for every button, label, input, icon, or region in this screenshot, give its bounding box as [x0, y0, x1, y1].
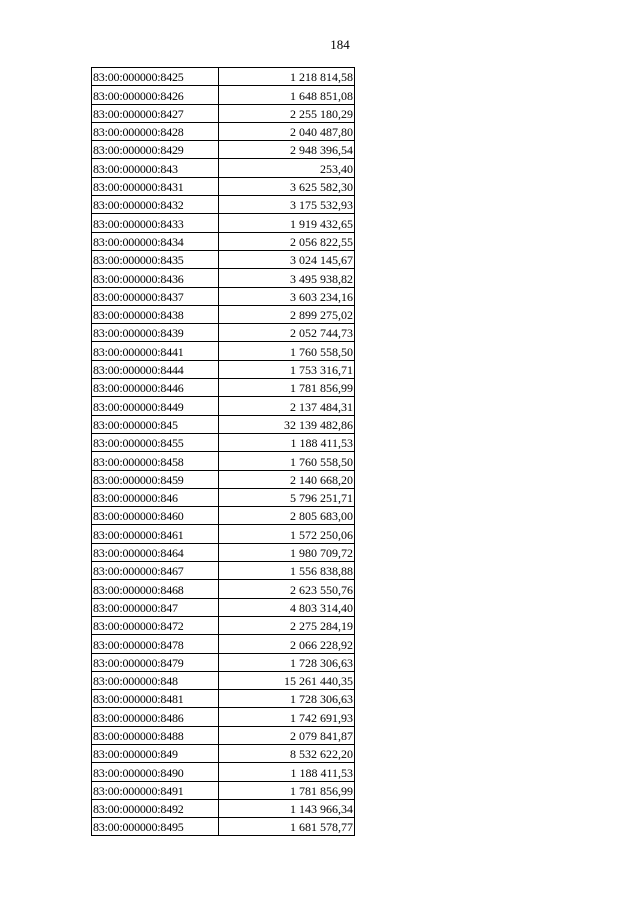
table-row: [92, 635, 355, 653]
value-cell: 15 261 440,35: [219, 671, 355, 689]
value-cell: 1 728 306,63: [219, 690, 355, 708]
table-row: [92, 726, 355, 744]
value-cell: 1 681 578,77: [219, 818, 355, 836]
table-row: [92, 671, 355, 689]
table-row: [92, 68, 355, 86]
table-row: [92, 433, 355, 451]
table-row: [92, 232, 355, 250]
value-cell: 1 188 411,53: [219, 433, 355, 451]
value-cell: 2 052 744,73: [219, 324, 355, 342]
table-row: [92, 379, 355, 397]
cadastral-number-cell: 83:00:000000:8460: [92, 507, 219, 525]
table-row: [92, 580, 355, 598]
table-row: [92, 360, 355, 378]
table-row: [92, 397, 355, 415]
value-cell: 2 040 487,80: [219, 122, 355, 140]
cadastral-number-cell: 83:00:000000:8495: [92, 818, 219, 836]
cadastral-number-cell: 83:00:000000:8486: [92, 708, 219, 726]
table-row: [92, 799, 355, 817]
value-cell: 2 805 683,00: [219, 507, 355, 525]
table-row: [92, 196, 355, 214]
table-row: [92, 342, 355, 360]
cadastral-number-cell: 83:00:000000:8464: [92, 543, 219, 561]
cadastral-number-cell: 83:00:000000:8461: [92, 525, 219, 543]
cadastral-number-cell: 83:00:000000:8444: [92, 360, 219, 378]
value-cell: 1 218 814,58: [219, 68, 355, 86]
value-cell: 1 556 838,88: [219, 562, 355, 580]
value-cell: 2 275 284,19: [219, 616, 355, 634]
table-row: [92, 250, 355, 268]
value-cell: 1 728 306,63: [219, 653, 355, 671]
value-cell: 2 079 841,87: [219, 726, 355, 744]
table-row: [92, 744, 355, 762]
table-row: [92, 763, 355, 781]
cadastral-number-cell: 83:00:000000:8433: [92, 214, 219, 232]
cadastral-number-cell: 83:00:000000:8449: [92, 397, 219, 415]
value-cell: 1 753 316,71: [219, 360, 355, 378]
cadastral-number-cell: 83:00:000000:849: [92, 744, 219, 762]
cadastral-number-cell: 83:00:000000:843: [92, 159, 219, 177]
value-cell: 2 948 396,54: [219, 141, 355, 159]
value-cell: 2 140 668,20: [219, 470, 355, 488]
cadastral-number-cell: 83:00:000000:8434: [92, 232, 219, 250]
table-row: [92, 324, 355, 342]
cadastral-number-cell: 83:00:000000:8437: [92, 287, 219, 305]
table-row: [92, 141, 355, 159]
cadastral-number-cell: 83:00:000000:845: [92, 415, 219, 433]
table-row: [92, 525, 355, 543]
table-row: [92, 214, 355, 232]
value-cell: 1 188 411,53: [219, 763, 355, 781]
cadastral-number-cell: 83:00:000000:8455: [92, 433, 219, 451]
cadastral-number-cell: 83:00:000000:8429: [92, 141, 219, 159]
cadastral-number-cell: 83:00:000000:847: [92, 598, 219, 616]
cadastral-number-cell: 83:00:000000:8467: [92, 562, 219, 580]
table-row: [92, 452, 355, 470]
page-number: 184: [330, 37, 350, 52]
cadastral-value-table: [91, 67, 355, 836]
value-cell: 2 137 484,31: [219, 397, 355, 415]
value-cell: 1 980 709,72: [219, 543, 355, 561]
value-cell: 32 139 482,86: [219, 415, 355, 433]
value-cell: 3 625 582,30: [219, 177, 355, 195]
value-cell: 1 760 558,50: [219, 342, 355, 360]
cadastral-number-cell: 83:00:000000:8492: [92, 799, 219, 817]
table-row: [92, 708, 355, 726]
value-cell: 1 781 856,99: [219, 379, 355, 397]
table-row: [92, 159, 355, 177]
cadastral-number-cell: 83:00:000000:8472: [92, 616, 219, 634]
value-cell: 1 919 432,65: [219, 214, 355, 232]
cadastral-number-cell: 83:00:000000:8425: [92, 68, 219, 86]
cadastral-number-cell: 83:00:000000:8491: [92, 781, 219, 799]
value-cell: 1 648 851,08: [219, 86, 355, 104]
table-row: [92, 507, 355, 525]
value-cell: 1 742 691,93: [219, 708, 355, 726]
value-cell: 2 066 228,92: [219, 635, 355, 653]
cadastral-number-cell: 83:00:000000:848: [92, 671, 219, 689]
table-row: [92, 562, 355, 580]
cadastral-number-cell: 83:00:000000:8459: [92, 470, 219, 488]
value-cell: 3 495 938,82: [219, 269, 355, 287]
table-row: [92, 470, 355, 488]
value-cell: 1 781 856,99: [219, 781, 355, 799]
table-row: [92, 305, 355, 323]
table-row: [92, 818, 355, 836]
cadastral-number-cell: 83:00:000000:8439: [92, 324, 219, 342]
cadastral-number-cell: 83:00:000000:8446: [92, 379, 219, 397]
table-row: [92, 86, 355, 104]
cadastral-number-cell: 83:00:000000:8427: [92, 104, 219, 122]
table-row: [92, 122, 355, 140]
cadastral-number-cell: 83:00:000000:8432: [92, 196, 219, 214]
cadastral-number-cell: 83:00:000000:8488: [92, 726, 219, 744]
table-row: [92, 653, 355, 671]
table-row: [92, 415, 355, 433]
cadastral-number-cell: 83:00:000000:846: [92, 488, 219, 506]
value-cell: 5 796 251,71: [219, 488, 355, 506]
table-row: [92, 177, 355, 195]
value-cell: 1 143 966,34: [219, 799, 355, 817]
value-cell: 2 899 275,02: [219, 305, 355, 323]
value-cell: 8 532 622,20: [219, 744, 355, 762]
table-row: [92, 598, 355, 616]
cadastral-number-cell: 83:00:000000:8441: [92, 342, 219, 360]
value-cell: 2 056 822,55: [219, 232, 355, 250]
cadastral-number-cell: 83:00:000000:8478: [92, 635, 219, 653]
cadastral-number-cell: 83:00:000000:8458: [92, 452, 219, 470]
value-cell: 2 255 180,29: [219, 104, 355, 122]
value-cell: 2 623 550,76: [219, 580, 355, 598]
table-row: [92, 543, 355, 561]
table-row: [92, 488, 355, 506]
table-body: [92, 68, 355, 836]
cadastral-number-cell: 83:00:000000:8468: [92, 580, 219, 598]
table-row: [92, 287, 355, 305]
cadastral-number-cell: 83:00:000000:8428: [92, 122, 219, 140]
table-row: [92, 690, 355, 708]
value-cell: 3 603 234,16: [219, 287, 355, 305]
value-cell: 1 572 250,06: [219, 525, 355, 543]
table-row: [92, 616, 355, 634]
cadastral-number-cell: 83:00:000000:8481: [92, 690, 219, 708]
table-row: [92, 104, 355, 122]
table-row: [92, 269, 355, 287]
table-row: [92, 781, 355, 799]
cadastral-number-cell: 83:00:000000:8431: [92, 177, 219, 195]
value-cell: 4 803 314,40: [219, 598, 355, 616]
value-cell: 1 760 558,50: [219, 452, 355, 470]
cadastral-number-cell: 83:00:000000:8490: [92, 763, 219, 781]
cadastral-number-cell: 83:00:000000:8438: [92, 305, 219, 323]
cadastral-number-cell: 83:00:000000:8436: [92, 269, 219, 287]
cadastral-number-cell: 83:00:000000:8426: [92, 86, 219, 104]
value-cell: 3 175 532,93: [219, 196, 355, 214]
cadastral-number-cell: 83:00:000000:8479: [92, 653, 219, 671]
cadastral-number-cell: 83:00:000000:8435: [92, 250, 219, 268]
value-cell: 253,40: [219, 159, 355, 177]
value-cell: 3 024 145,67: [219, 250, 355, 268]
